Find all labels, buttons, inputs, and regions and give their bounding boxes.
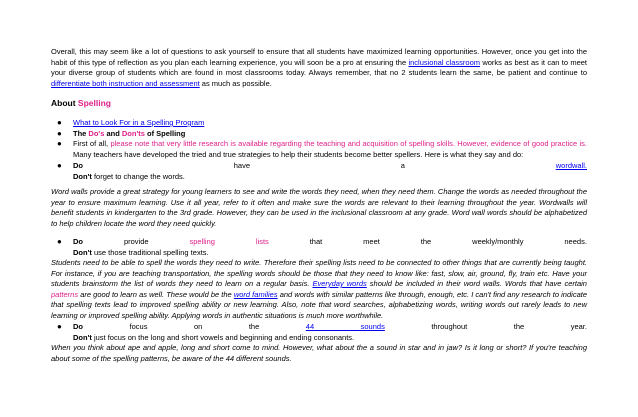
dont-label: Don't [73,332,92,342]
word-meet: meet [363,237,380,246]
dont-forget-text: forget to change the words. [91,171,185,181]
word-weekly: weekly/monthly [472,237,524,246]
heading-spelling: Spelling [77,98,111,108]
lists-paragraph [51,258,587,321]
word-year: year. [570,322,587,331]
bullet-icon: ● [57,161,62,170]
sounds-paragraph: When you think about ape and apple, long and short come to mind. However, what about the a sound in star and in jaw? Is it long or short? If you're teaching about some of the spelling patterns, be aware of the 44 different sounds. [51,343,587,363]
lists-text-2: should be included in their word walls. Words that have certain [366,279,587,288]
dos-donts-rest: of Spelling [144,128,186,138]
differentiate-link[interactable]: differentiate both instruction and assessment [51,78,200,88]
list-item [57,139,587,160]
everyday-words-link[interactable]: Everyday words [312,279,367,288]
wordwall-link[interactable]: wordwall. [555,161,587,170]
bullet-icon: ● [57,139,62,148]
section-heading [51,98,111,108]
research-note: please note that very little research is available regarding the teaching and acquisition of spelling skills. However, evidence of good practice is. [110,139,587,148]
sounds-line [73,322,587,333]
word-the: the [248,322,260,331]
intro-text-3: as much as possible. [199,78,272,88]
dont-focus-text: just focus on the long and short vowels and beginning and ending consonants. [91,332,355,342]
bullet-icon: ● [57,118,62,127]
word-on: on [193,322,203,331]
do-label: Do [73,322,83,331]
intro-text-1: Overall, this may seem like a lot of questions to ask yourself to ensure that all students have maximized learning opportunities. However, once you get into the habit of this type of reflection as you plan each learning experience, you will soon be a pro at ensuring the [51,47,587,67]
word-families-link[interactable]: word families [233,289,278,299]
intro-paragraph [51,47,587,89]
list-item [57,322,587,343]
list-item [57,161,587,182]
lists-text-3: are good to learn as well. These would be the [78,289,234,299]
word-throughout: throughout [431,322,468,331]
teachers-text: Many teachers have developed the tried and true strategies to help their students become better spellers. Here is what they say and do: [73,149,524,159]
donts-label: Don'ts [121,128,145,138]
intro-text-2: works as best as it can to meet your diverse group of students which are found in most classrooms today. Always remember, that no 2 students learn the same, be patient and continue to [51,57,588,77]
list-item [57,237,587,258]
word-that: that [309,237,323,246]
word-have: have [233,161,251,170]
word-provide: provide [123,237,149,246]
first-of-all: First of all, [73,139,111,148]
patterns-word: patterns [51,289,79,299]
dont-label: Don't [73,171,92,181]
heading-prefix: About [51,98,78,108]
list-item [57,129,587,140]
word-a: a [400,161,405,170]
do-label: Do [73,161,83,170]
word-the: the [420,237,432,246]
wordwall-line [73,161,587,172]
bullet-icon: ● [57,237,62,246]
bullet-icon: ● [57,322,62,331]
word-spelling: spelling [189,237,215,246]
dont-use-text: use those traditional spelling texts. [91,247,209,257]
bullet-icon: ● [57,128,62,138]
word-the-2: the [513,322,525,331]
word-needs: needs. [564,237,587,246]
spelling-program-link[interactable]: What to Look For in a Spelling Program [73,118,205,127]
do-label: Do [73,237,83,246]
word-lists: lists [255,237,269,246]
word-focus: focus [129,322,148,331]
wordwall-paragraph: Word walls provide a great strategy for young learners to see and write the words they need, when they need them. Change the words as needed throughout the year to ensure maximum learning. Use it all year, refer to it often and make sure the words are relevant to their learning throughout the year. Wordwalls will benefit students in kindergarten to the 3rd grade. However, they can be used in the inclusional classroom at any grade. Word wall words should be alphabetized to help children locate the word they need quickly. [51,187,587,228]
lists-text-4: and words with similar patterns like through, enough, etc. I can't find any research to indicate that spelling texts lead to improved spelling ability or new learning. Also, note that word searches, alphabetizing words, writing words out rarely leads to new learning or improved spelling ability. Applying words in authentic situations is much more worthwhile. [51,289,587,320]
dos-label: Do's [88,128,105,138]
list-item [57,118,587,129]
dos-donts-the: The [73,128,89,138]
spelling-lists-line [73,237,587,248]
dos-donts-and: and [104,128,122,138]
inclusional-classroom-link[interactable]: inclusional classroom [408,57,480,67]
sounds-link[interactable]: 44 sounds [305,322,385,331]
lists-text-1: Students need to be able to spell the words they need to write. Therefore their spelling lists need to be connected to other things that are currently being taught. For instance, if you are teaching transportation, the spelling words should be those that they need to know like: fast, slow, air, ground, fly, train etc. Have your students brainstorm the list of words they need to learn on a regular basis. [51,258,587,288]
dont-label: Don't [73,247,92,257]
